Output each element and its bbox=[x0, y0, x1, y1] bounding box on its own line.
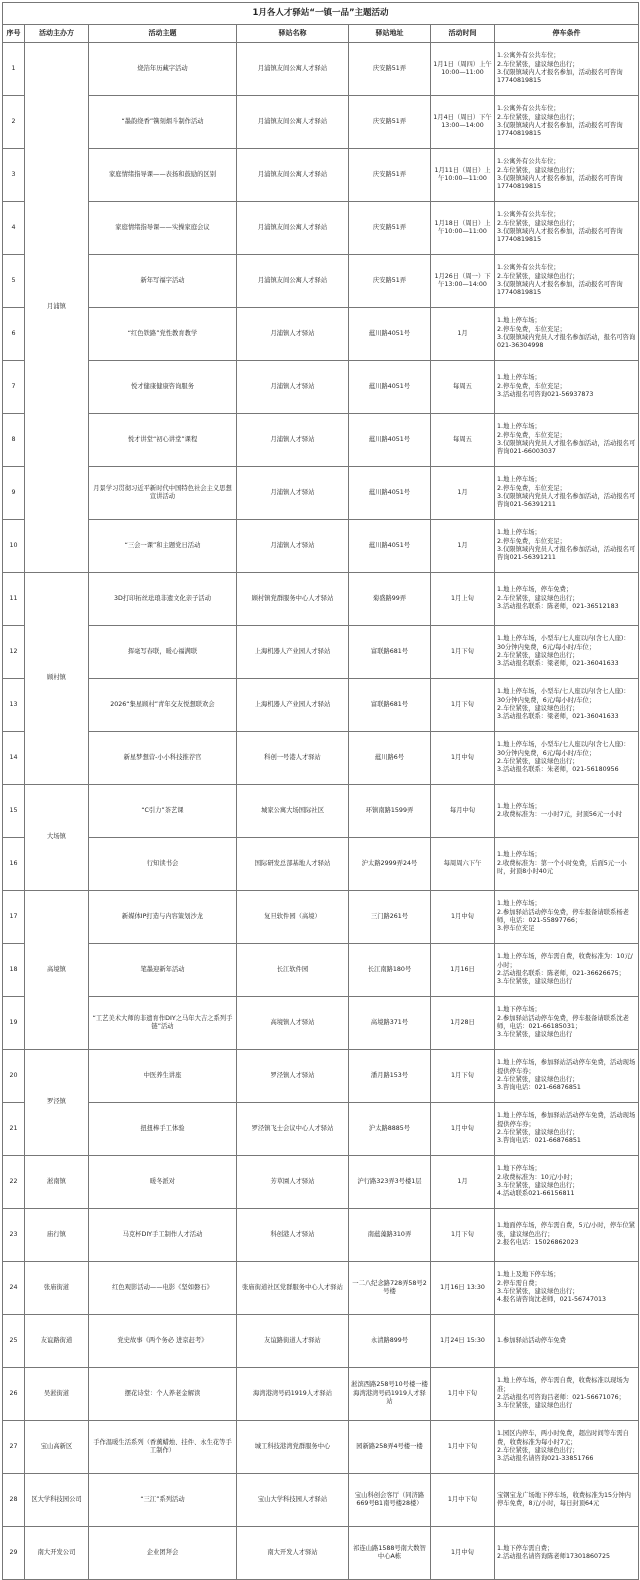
table-body bbox=[3, 43, 639, 1580]
cell-parking: 1.地上停车场，小型车/七人座以内(含七人座)：30分钟内免费，6元/每小时/车位； 2.车位紧张，建议绿色出行； 3.活动报名联系：朱老师，021-56180956 bbox=[495, 732, 639, 785]
cell-address: 庆安路51弄 bbox=[349, 255, 431, 308]
table-row bbox=[3, 732, 639, 785]
cell-time: 1月 bbox=[431, 520, 495, 573]
cell-address: 高境路371号 bbox=[349, 997, 431, 1050]
cell-station: 顾村镇党群服务中心人才驿站 bbox=[237, 573, 349, 626]
cell-parking: 1.地上停车场，参加驿站活动停车免费，活动现场提供停车券； 2.车位紧张，建议绿色出行； 3.咨询电话：021-66876851 bbox=[495, 1050, 639, 1103]
cell-time: 1月中下旬 bbox=[431, 1421, 495, 1474]
cell-organizer: 淞南镇 bbox=[25, 1156, 89, 1209]
cell-organizer: 大场镇 bbox=[25, 785, 89, 891]
cell-station: 月浦镇友间公寓人才驿站 bbox=[237, 149, 349, 202]
cell-no: 26 bbox=[3, 1368, 25, 1421]
table-row bbox=[3, 1315, 639, 1368]
cell-theme: 烧箔年历藏字活动 bbox=[89, 43, 237, 96]
cell-address: 沪行路323弄3号楼1层 bbox=[349, 1156, 431, 1209]
cell-no: 24 bbox=[3, 1262, 25, 1315]
cell-time: 1月下旬 bbox=[431, 626, 495, 679]
cell-parking: 1.地上停车场，停车需自费，收费标准以现场为准； 2.活动报名可咨询吕老师：021-56671076； 3.车位紧张，建议绿色出行 bbox=[495, 1368, 639, 1421]
cell-address: 潘月路153号 bbox=[349, 1050, 431, 1103]
cell-no: 25 bbox=[3, 1315, 25, 1368]
cell-time: 每月中旬 bbox=[431, 785, 495, 838]
cell-parking: 1.地上及地下停车场； 2.停车需自费； 3.车位紧张，建议绿色出行； 4.报名请咨询沈老师，021-56747013 bbox=[495, 1262, 639, 1315]
cell-no: 22 bbox=[3, 1156, 25, 1209]
cell-address: 富联路681号 bbox=[349, 679, 431, 732]
cell-station: 罗泾镇人才驿站 bbox=[237, 1050, 349, 1103]
cell-organizer: 张庙街道 bbox=[25, 1262, 89, 1315]
cell-organizer: 顾村镇 bbox=[25, 573, 89, 785]
cell-parking: 1.园区内停车，两小时免费，超出时间等车需自费，收费标准为每小时7元； 2.车位紧张，建议绿色出行； 3.活动报名请咨询021-33851766 bbox=[495, 1421, 639, 1474]
cell-time: 每周五 bbox=[431, 361, 495, 414]
cell-no: 5 bbox=[3, 255, 25, 308]
cell-address: 庆安路51弄 bbox=[349, 96, 431, 149]
cell-address: 沪太路8885号 bbox=[349, 1103, 431, 1156]
table-row bbox=[3, 1050, 639, 1103]
cell-address: 祁连山路1588号南大数智中心A栋 bbox=[349, 1527, 431, 1580]
cell-time: 1月16日 bbox=[431, 944, 495, 997]
header-station: 驿站名称 bbox=[237, 25, 349, 43]
cell-theme: “墨韵绕香”镌刻烟斗制作活动 bbox=[89, 96, 237, 149]
cell-station: 南大开发人才驿站 bbox=[237, 1527, 349, 1580]
cell-no: 15 bbox=[3, 785, 25, 838]
cell-theme: 家庭情绪指导课——表扬和鼓励的区别 bbox=[89, 149, 237, 202]
cell-station: 月浦镇人才驿站 bbox=[237, 414, 349, 467]
table-row bbox=[3, 1368, 639, 1421]
cell-parking: 1.地上停车场，停车需自费，收费标准为：10元/小时； 2.活动报名联系：陈老师，021-36626675； 3.车位紧张，建议绿色出行 bbox=[495, 944, 639, 997]
cell-time: 1月 bbox=[431, 308, 495, 361]
activity-table bbox=[2, 2, 639, 1580]
cell-organizer: 宝山高新区 bbox=[25, 1421, 89, 1474]
cell-theme: 中医养生讲座 bbox=[89, 1050, 237, 1103]
cell-parking: 1.地上停车场； 2.收费标准为：一小时7元，封顶56元一小时 bbox=[495, 785, 639, 838]
cell-address: 宝山科创会客厅（同济路669号B1南号楼28楼） bbox=[349, 1474, 431, 1527]
cell-time: 1月1日（周四）上午10:00—11:00 bbox=[431, 43, 495, 96]
cell-no: 19 bbox=[3, 997, 25, 1050]
cell-address: 淞滨西路258号10号楼一楼海湾港湾号码1919人才驿站 bbox=[349, 1368, 431, 1421]
cell-station: 月浦镇人才驿站 bbox=[237, 361, 349, 414]
cell-parking: 1.公寓外有公共车位； 2.车位紧张，建议绿色出行； 3.仅限镇域内人才报名参加，活动报名可咨询17740819815 bbox=[495, 43, 639, 96]
cell-theme: 月景学习贯彻习近平新时代中国特色社会主义思想宣讲活动 bbox=[89, 467, 237, 520]
cell-time: 1月 bbox=[431, 1156, 495, 1209]
cell-parking: 1.地上停车场； 2.停车免费，车位充足； 3.仅限镇域内党员人才报名参加活动，活动报名可咨询021-56391211 bbox=[495, 467, 639, 520]
cell-time: 1月16日 13:30 bbox=[431, 1262, 495, 1315]
cell-parking: 1.地上停车场； 2.收费标准为：第一个小时免费，后面5元一小时，封顶8小时40元 bbox=[495, 838, 639, 891]
table-row bbox=[3, 361, 639, 414]
cell-parking: 1.地面停车场，停车需自费，5元/小时，停车位紧张，建议绿色出行； 2.报名电话：15026862023 bbox=[495, 1209, 639, 1262]
cell-no: 12 bbox=[3, 626, 25, 679]
table-row bbox=[3, 96, 639, 149]
cell-address: 蕴川路4051号 bbox=[349, 414, 431, 467]
cell-no: 9 bbox=[3, 467, 25, 520]
header-no: 序号 bbox=[3, 25, 25, 43]
cell-theme: 马克杯DIY手工制作人才活动 bbox=[89, 1209, 237, 1262]
cell-station: 上海机器人产业园人才驿站 bbox=[237, 679, 349, 732]
table-row bbox=[3, 944, 639, 997]
cell-station: 月浦镇友间公寓人才驿站 bbox=[237, 255, 349, 308]
cell-station: 月浦镇人才驿站 bbox=[237, 467, 349, 520]
cell-address: 庆安路51弄 bbox=[349, 43, 431, 96]
cell-time: 1月4日（周日）下午13:00—14:00 bbox=[431, 96, 495, 149]
cell-address: 蕴川路4051号 bbox=[349, 520, 431, 573]
cell-theme: “三会一课”和主题党日活动 bbox=[89, 520, 237, 573]
cell-station: 城家公寓大场国际社区 bbox=[237, 785, 349, 838]
table-row bbox=[3, 1421, 639, 1474]
cell-no: 8 bbox=[3, 414, 25, 467]
cell-time: 1月24日 15:30 bbox=[431, 1315, 495, 1368]
cell-station: 宝山大学科技园人才驿站 bbox=[237, 1474, 349, 1527]
cell-station: 月浦镇人才驿站 bbox=[237, 308, 349, 361]
table-row bbox=[3, 997, 639, 1050]
cell-address: 沪太路2999弄24号 bbox=[349, 838, 431, 891]
cell-parking: 1.地上停车场； 2.参加驿站活动停车免费，停车报备请联系杨老师，电话：021-55897766； 3.停车位充足 bbox=[495, 891, 639, 944]
cell-address: 环镇南路1599弄 bbox=[349, 785, 431, 838]
table-row bbox=[3, 1103, 639, 1156]
table-row bbox=[3, 414, 639, 467]
header-theme: 活动主题 bbox=[89, 25, 237, 43]
cell-station: 科创一号港人才驿站 bbox=[237, 732, 349, 785]
cell-parking: 1.地上停车场，小型车/七人座以内(含七人座)：30分钟内免费，6元/每小时/车位； 2.车位紧张，建议绿色出行； 3.活动报名联系：梁老师，021-36041633 bbox=[495, 679, 639, 732]
cell-address: 蕴川路4051号 bbox=[349, 308, 431, 361]
cell-theme: 行知读书会 bbox=[89, 838, 237, 891]
cell-no: 14 bbox=[3, 732, 25, 785]
cell-theme: “C引力”茶艺课 bbox=[89, 785, 237, 838]
cell-time: 1月28日 bbox=[431, 997, 495, 1050]
cell-no: 7 bbox=[3, 361, 25, 414]
cell-no: 16 bbox=[3, 838, 25, 891]
cell-theme: 扭扭棒手工体验 bbox=[89, 1103, 237, 1156]
cell-station: 复旦软件园（高境） bbox=[237, 891, 349, 944]
cell-parking: 1.地上停车场，小型车/七人座以内(含七人座)：30分钟内免费，6元/每小时/车位； 2.车位紧张，建议绿色出行； 3.活动报名联系：梁老师，021-36041633 bbox=[495, 626, 639, 679]
cell-no: 6 bbox=[3, 308, 25, 361]
table-row bbox=[3, 1209, 639, 1262]
cell-address: 庆安路51弄 bbox=[349, 149, 431, 202]
cell-theme: 摆花诗堂：个人养老金解读 bbox=[89, 1368, 237, 1421]
cell-station: 城工科技港湾党群服务中心 bbox=[237, 1421, 349, 1474]
cell-organizer: 吴淞街道 bbox=[25, 1368, 89, 1421]
cell-time: 每周周六下午 bbox=[431, 838, 495, 891]
cell-theme: 新年写福字活动 bbox=[89, 255, 237, 308]
cell-parking: 1.地上停车场； 2.停车免费，车位充足； 3.活动报名可咨询021-56937873 bbox=[495, 361, 639, 414]
table-row bbox=[3, 255, 639, 308]
cell-station: 芳草園人才驿站 bbox=[237, 1156, 349, 1209]
cell-time: 1月下旬 bbox=[431, 1209, 495, 1262]
cell-no: 4 bbox=[3, 202, 25, 255]
table-row bbox=[3, 308, 639, 361]
cell-station: 海湾港湾号码1919人才驿站 bbox=[237, 1368, 349, 1421]
cell-parking: 1.地下停车场； 2.收费标准为：10元/小时； 3.车位紧张，建议绿色出行； 4.活动联系021-66156811 bbox=[495, 1156, 639, 1209]
cell-theme: 手作温暖生活系列（香薰蜡烛、挂件、永生花等手工制作） bbox=[89, 1421, 237, 1474]
header-address: 驿站地址 bbox=[349, 25, 431, 43]
cell-theme: 2026“集星顾村”青年交友悦想联欢会 bbox=[89, 679, 237, 732]
table-row bbox=[3, 626, 639, 679]
table-row bbox=[3, 1262, 639, 1315]
table-row bbox=[3, 43, 639, 96]
cell-organizer: 罗泾镇 bbox=[25, 1050, 89, 1156]
cell-no: 29 bbox=[3, 1527, 25, 1580]
cell-station: 月浦镇友间公寓人才驿站 bbox=[237, 43, 349, 96]
table-row bbox=[3, 838, 639, 891]
cell-time: 每周五 bbox=[431, 414, 495, 467]
cell-theme: 家庭情绪指导课——实操家庭会议 bbox=[89, 202, 237, 255]
cell-station: 科创港人才驿站 bbox=[237, 1209, 349, 1262]
cell-address: 园新路258弄4号楼一楼 bbox=[349, 1421, 431, 1474]
cell-organizer: 月浦镇 bbox=[25, 43, 89, 573]
cell-address: 南蕴藻路310弄 bbox=[349, 1209, 431, 1262]
cell-parking: 1.公寓外有公共车位； 2.车位紧张，建议绿色出行； 3.仅限镇域内人才报名参加，活动报名可咨询17740819815 bbox=[495, 255, 639, 308]
cell-no: 21 bbox=[3, 1103, 25, 1156]
cell-theme: 红色观影活动——电影《坚如磐石》 bbox=[89, 1262, 237, 1315]
cell-parking: 1.公寓外有公共车位； 2.车位紧张，建议绿色出行； 3.仅限镇域内人才报名参加，活动报名可咨询17740819815 bbox=[495, 202, 639, 255]
cell-parking: 宝钢宝龙广场地下停车场，收费标准为15分钟内停车免费，8元/小时，每日封顶64元 bbox=[495, 1474, 639, 1527]
cell-time: 1月中旬 bbox=[431, 1103, 495, 1156]
cell-no: 3 bbox=[3, 149, 25, 202]
cell-station: 罗泾镇飞士会议中心人才驿站 bbox=[237, 1103, 349, 1156]
cell-address: 永清路899号 bbox=[349, 1315, 431, 1368]
cell-station: 上海机器人产业园人才驿站 bbox=[237, 626, 349, 679]
cell-no: 17 bbox=[3, 891, 25, 944]
cell-parking: 1.地下停车场； 2.参加驿站活动停车免费，停车报备请联系沈老师，电话：021-66185031； 3.车位紧张，建议绿色出行 bbox=[495, 997, 639, 1050]
cell-parking: 1.地上停车场； 2.停车免费，车位充足； 3.仅限镇域内党员人才报名参加活动，活动报名可咨询021-56391211 bbox=[495, 520, 639, 573]
cell-parking: 1.地上停车场； 2.停车免费，车位充足； 3.仅限镇域内党员人才报名参加活动，活动报名可咨询021-66003037 bbox=[495, 414, 639, 467]
cell-station: 长江软件园 bbox=[237, 944, 349, 997]
cell-time: 1月26日（周一）下午13:00—14:00 bbox=[431, 255, 495, 308]
cell-no: 2 bbox=[3, 96, 25, 149]
cell-no: 11 bbox=[3, 573, 25, 626]
cell-parking: 1.地上停车场，参加驿站活动停车免费，活动现场提供停车券； 2.车位紧张，建议绿色出行； 3.咨询电话：021-66876851 bbox=[495, 1103, 639, 1156]
cell-station: 月浦镇人才驿站 bbox=[237, 520, 349, 573]
table-row bbox=[3, 149, 639, 202]
cell-time: 1月中旬 bbox=[431, 1527, 495, 1580]
cell-theme: 暖冬派对 bbox=[89, 1156, 237, 1209]
cell-address: 蕴川路4051号 bbox=[349, 467, 431, 520]
cell-theme: 3D打印拓丝珐琅非遗文化亲子活动 bbox=[89, 573, 237, 626]
cell-theme: 新星梦想营-小小科技推荐官 bbox=[89, 732, 237, 785]
cell-parking: 1.公寓外有公共车位； 2.车位紧张，建议绿色出行； 3.仅限镇域内人才报名参加，活动报名可咨询17740819815 bbox=[495, 96, 639, 149]
cell-no: 10 bbox=[3, 520, 25, 573]
cell-theme: “工艺美术大师的非遗育作DIY之马年大吉之系列手链”活动 bbox=[89, 997, 237, 1050]
cell-theme: 笔墨迎新年活动 bbox=[89, 944, 237, 997]
cell-theme: “三江”系列活动 bbox=[89, 1474, 237, 1527]
cell-organizer: 南大开发公司 bbox=[25, 1527, 89, 1580]
cell-theme: 新媒体IP打造与内容策划沙龙 bbox=[89, 891, 237, 944]
cell-time: 1月 bbox=[431, 467, 495, 520]
cell-no: 1 bbox=[3, 43, 25, 96]
cell-no: 20 bbox=[3, 1050, 25, 1103]
cell-no: 28 bbox=[3, 1474, 25, 1527]
cell-theme: 悦才健康健康咨询服务 bbox=[89, 361, 237, 414]
table-title: 1月各人才驿站“一镇一品”主题活动 bbox=[3, 3, 639, 25]
cell-parking: 1.地上停车场，停车免费； 2.车位紧张，建议绿色出行； 3.活动报名联系：陈老师，021-36512183 bbox=[495, 573, 639, 626]
cell-address: 菊盛路99弄 bbox=[349, 573, 431, 626]
cell-time: 1月11日（周日）上午10:00—11:00 bbox=[431, 149, 495, 202]
cell-time: 1月下旬 bbox=[431, 679, 495, 732]
cell-address: 蕴川路4051号 bbox=[349, 361, 431, 414]
header-organizer: 活动主办方 bbox=[25, 25, 89, 43]
table-row bbox=[3, 573, 639, 626]
table-row bbox=[3, 1156, 639, 1209]
cell-no: 18 bbox=[3, 944, 25, 997]
cell-parking: 1.地上停车场； 2.停车免费，车位充足； 3.仅限镇域内党员人才报名参加活动，报名可咨询021-36304998 bbox=[495, 308, 639, 361]
header-row bbox=[3, 25, 639, 43]
cell-address: 三门路261号 bbox=[349, 891, 431, 944]
cell-station: 国际研发总部基地人才驿站 bbox=[237, 838, 349, 891]
table-row bbox=[3, 520, 639, 573]
table-row bbox=[3, 785, 639, 838]
table-row bbox=[3, 891, 639, 944]
cell-time: 1月中旬 bbox=[431, 891, 495, 944]
cell-theme: “红色铁路”党性教育教学 bbox=[89, 308, 237, 361]
cell-parking: 1.参加驿站活动停车免费 bbox=[495, 1315, 639, 1368]
cell-organizer: 区大学科技园公司 bbox=[25, 1474, 89, 1527]
cell-organizer: 友谊路街道 bbox=[25, 1315, 89, 1368]
cell-station: 月浦镇友间公寓人才驿站 bbox=[237, 96, 349, 149]
table-row bbox=[3, 679, 639, 732]
table-row bbox=[3, 202, 639, 255]
cell-time: 1月中下旬 bbox=[431, 1368, 495, 1421]
cell-time: 1月中下旬 bbox=[431, 1474, 495, 1527]
header-parking: 停车条件 bbox=[495, 25, 639, 43]
cell-theme: 挥毫写春联，暖心福满联 bbox=[89, 626, 237, 679]
cell-no: 27 bbox=[3, 1421, 25, 1474]
cell-organizer: 高境镇 bbox=[25, 891, 89, 1050]
cell-time: 1月下旬 bbox=[431, 1050, 495, 1103]
cell-time: 1月上旬 bbox=[431, 573, 495, 626]
cell-no: 13 bbox=[3, 679, 25, 732]
cell-address: 长江南路180号 bbox=[349, 944, 431, 997]
cell-no: 23 bbox=[3, 1209, 25, 1262]
table-row bbox=[3, 467, 639, 520]
cell-theme: 企业团拜会 bbox=[89, 1527, 237, 1580]
cell-organizer: 庙行镇 bbox=[25, 1209, 89, 1262]
cell-station: 张庙街道社区党群服务中心人才驿站 bbox=[237, 1262, 349, 1315]
cell-parking: 1.地下停车需自费； 2.活动报名请咨询陈老师17301860725 bbox=[495, 1527, 639, 1580]
cell-time: 1月中旬 bbox=[431, 732, 495, 785]
cell-station: 友谊路街道人才驿站 bbox=[237, 1315, 349, 1368]
cell-address: 富联路681号 bbox=[349, 626, 431, 679]
cell-address: 一二八纪念路728弄58号2号楼 bbox=[349, 1262, 431, 1315]
cell-station: 高境镇人才驿站 bbox=[237, 997, 349, 1050]
cell-station: 月浦镇友间公寓人才驿站 bbox=[237, 202, 349, 255]
activity-table-container bbox=[2, 2, 638, 1580]
cell-address: 蕴川路6号 bbox=[349, 732, 431, 785]
table-row bbox=[3, 1527, 639, 1580]
cell-theme: 悦才讲堂“初心讲堂”课程 bbox=[89, 414, 237, 467]
table-row bbox=[3, 1474, 639, 1527]
cell-address: 庆安路51弄 bbox=[349, 202, 431, 255]
header-time: 活动时间 bbox=[431, 25, 495, 43]
cell-theme: 党史故事《两个务必 进京赶考》 bbox=[89, 1315, 237, 1368]
cell-time: 1月18日（周日）上午10:00—11:00 bbox=[431, 202, 495, 255]
cell-parking: 1.公寓外有公共车位； 2.车位紧张，建议绿色出行； 3.仅限镇域内人才报名参加，活动报名可咨询17740819815 bbox=[495, 149, 639, 202]
